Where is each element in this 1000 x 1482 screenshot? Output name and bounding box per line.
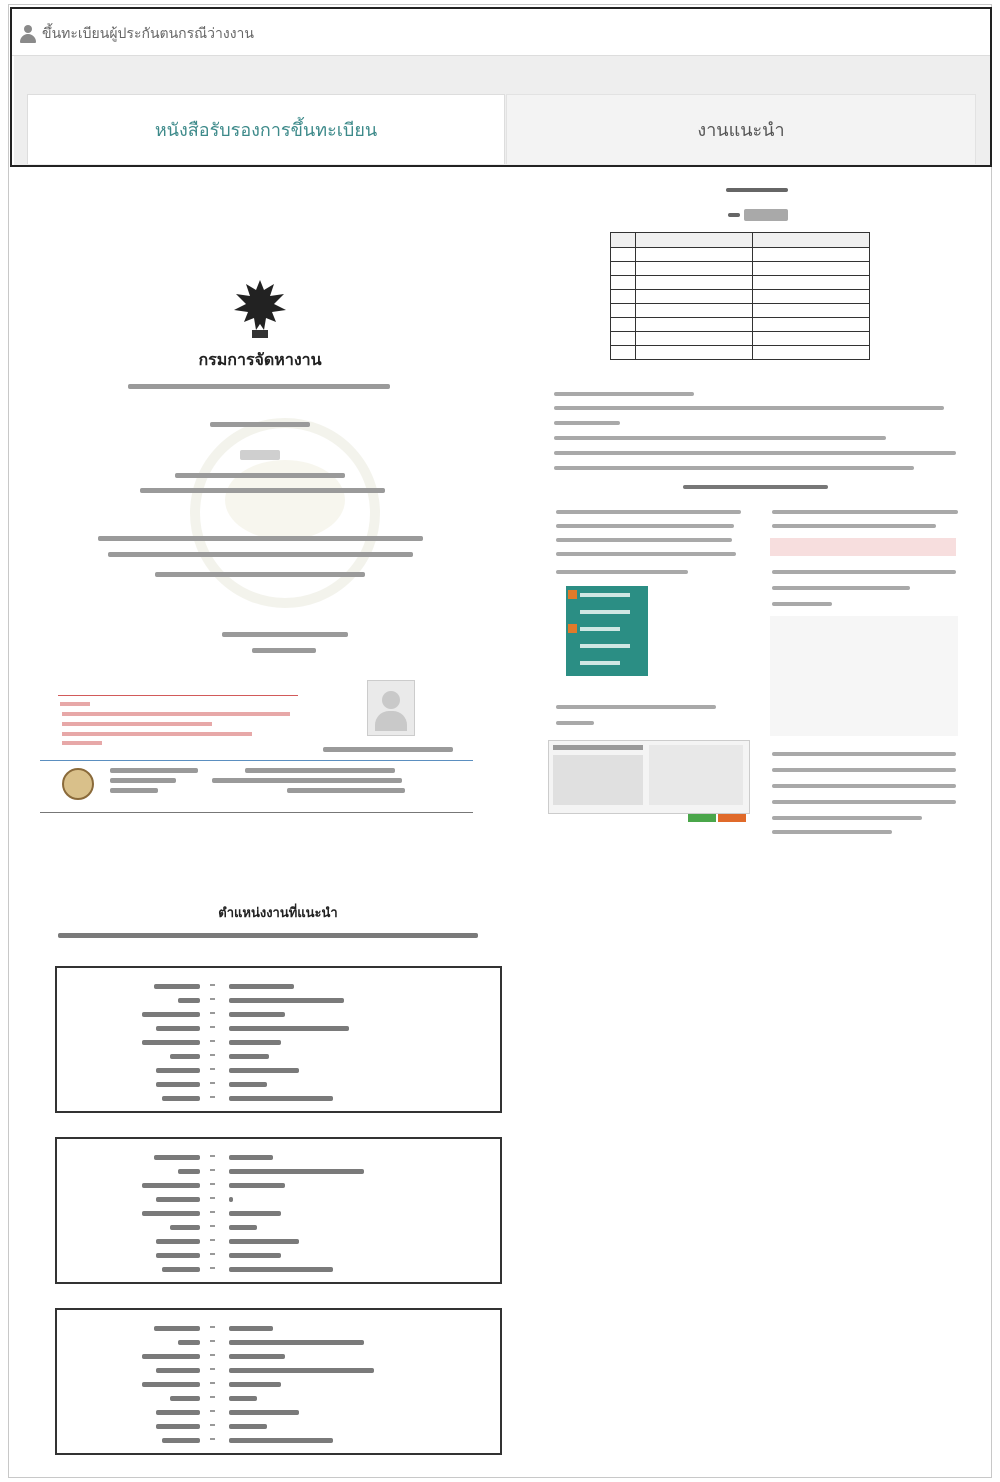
tab-bar (14, 56, 990, 165)
step-4-line-1 (772, 510, 958, 514)
reporting-schedule-table (610, 232, 870, 360)
step-5-line-6 (772, 830, 892, 834)
warning-highlight (770, 538, 956, 556)
recommended-jobs-title: ตำแหน่งงานที่แนะนำ (218, 906, 338, 921)
notice-line-1 (554, 392, 694, 396)
reporting-schedule-document (548, 180, 968, 850)
footer-line-1 (110, 768, 198, 773)
certificate-agency-title: กรมการจัดหางาน (198, 350, 322, 369)
step-4-line-4 (772, 586, 910, 590)
note-line-2 (62, 722, 212, 726)
certificate-bottom-rule (40, 812, 473, 813)
note-heading (60, 702, 90, 706)
step-2-line (556, 570, 688, 574)
job-card (55, 1137, 502, 1284)
note-line-1 (62, 712, 290, 716)
user-icon (20, 25, 36, 43)
notice-line-6 (554, 466, 914, 470)
footer-line-5 (212, 778, 402, 783)
certificate-signature-title (252, 648, 316, 653)
certificate-body-line-3 (155, 572, 365, 577)
applicant-name-caption (323, 747, 453, 752)
blurred-schedule-id (744, 209, 788, 221)
tab-registration-certificate[interactable]: หนังสือรับรองการขึ้นทะเบียน (27, 94, 505, 164)
step-5-line-2 (772, 768, 956, 772)
certificate-subtitle (128, 384, 390, 389)
form-cancel-button-image (718, 814, 746, 822)
certificate-address-line (140, 488, 385, 493)
certificate-name-line (175, 473, 345, 478)
notice-line-4 (554, 436, 886, 440)
step-5-line-4 (772, 800, 956, 804)
agency-seal-icon (62, 768, 94, 800)
agency-watermark-center (225, 460, 345, 540)
notice-subheading (683, 485, 828, 489)
job-card (55, 1308, 502, 1455)
notice-line-3 (554, 421, 620, 425)
certificate-issue-date (222, 632, 348, 637)
history-table-screenshot (770, 616, 958, 736)
page-title (20, 23, 254, 45)
registration-header-panel (10, 7, 992, 167)
blurred-id (240, 450, 280, 460)
report-form-screenshot (548, 740, 750, 814)
notice-line-2 (554, 406, 944, 410)
step-1-line-4 (556, 552, 736, 556)
certificate-body-line-2 (108, 552, 413, 557)
step-4-line-3 (772, 570, 956, 574)
certificate-body-line-1 (98, 536, 423, 541)
step-1-line-3 (556, 538, 732, 542)
step-1-line-1 (556, 510, 741, 514)
note-line-4 (62, 741, 102, 745)
step-4-line-2 (772, 524, 936, 528)
step-4-line-5 (772, 602, 832, 606)
footer-line-2 (110, 778, 176, 783)
page-title-text: ขึ้นทะเบียนผู้ประกันตนกรณีว่างงาน (42, 26, 254, 42)
footer-rule (40, 760, 473, 761)
menu-screenshot (566, 586, 648, 676)
step-5-line-1 (772, 752, 956, 756)
footer-line-3 (110, 788, 158, 793)
note-divider (58, 695, 298, 696)
recommended-jobs-subtitle (58, 933, 478, 938)
note-line-3 (62, 732, 252, 736)
step-1-line-2 (556, 524, 734, 528)
garuda-emblem-icon (230, 278, 290, 342)
step-5-line-3 (772, 784, 956, 788)
job-card (55, 966, 502, 1113)
step-3-line-1 (556, 705, 716, 709)
applicant-photo-placeholder (367, 680, 415, 736)
registration-certificate-document (40, 270, 480, 820)
schedule-heading (726, 188, 788, 192)
step-5-line-5 (772, 816, 922, 820)
step-3-line-2 (556, 721, 594, 725)
tab-recommended-jobs[interactable]: งานแนะนำ (506, 94, 976, 164)
footer-line-4 (245, 768, 395, 773)
certificate-number-line (210, 422, 310, 427)
schedule-id-label (728, 213, 740, 217)
footer-line-6 (287, 788, 405, 793)
form-submit-button-image (688, 814, 716, 822)
notice-line-5 (554, 451, 956, 455)
